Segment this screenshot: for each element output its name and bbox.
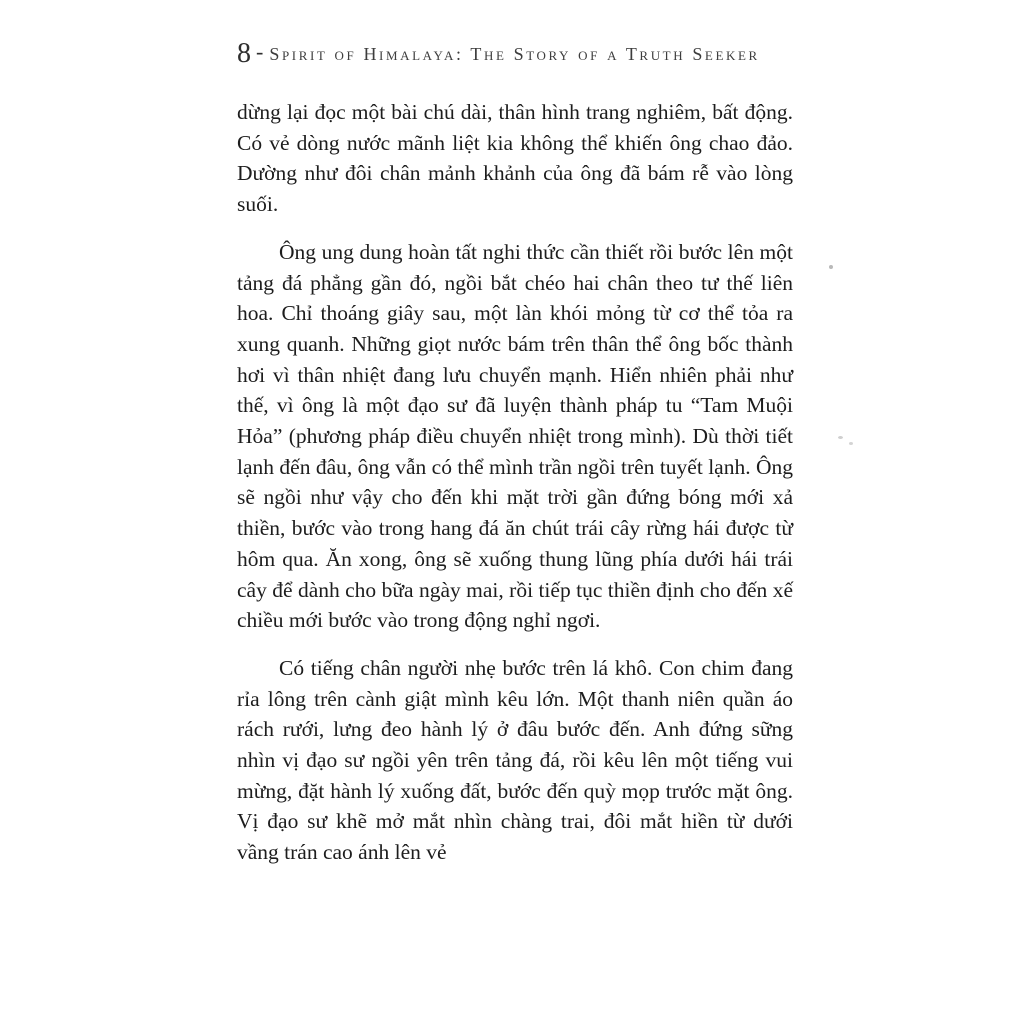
page-header [237, 38, 760, 70]
paragraph: Có tiếng chân người nhẹ bước trên lá khô. Con chim đang rỉa lông trên cành giật mình kêu lớn. Một thanh niên quần áo rách rưới, lưng đeo hành lý ở đâu bước đến. Anh đứng sững nhìn vị đạo sư ngồi yên trên tảng đá, rồi kêu lên một tiếng vui mừng, đặt hành lý xuống đất, bước đến quỳ mọp trước mặt ông. Vị đạo sư khẽ mở mắt nhìn chàng trai, đôi mắt hiền từ dưới vầng trán cao ánh lên vẻ [237, 655, 793, 865]
paragraph-continuation: dừng lại đọc một bài chú dài, thân hình trang nghiêm, bất động. Có vẻ dòng nước mãnh liệt kia không thể khiến ông chao đảo. Dường như đôi chân mảnh khảnh của ông đã bám rễ vào lòng suối. [237, 100, 793, 217]
header-separator: - [256, 39, 264, 64]
page-number: 8 [237, 38, 252, 69]
scan-speck [849, 442, 853, 445]
page-body [237, 97, 793, 885]
scan-speck [829, 265, 833, 269]
scan-speck [838, 436, 843, 439]
paragraph: Ông ung dung hoàn tất nghi thức cần thiết rồi bước lên một tảng đá phẳng gần đó, ngồi bắt chéo hai chân theo tư thế liên hoa. Chỉ thoáng giây sau, một làn khói mỏng từ cơ thể tỏa ra xung quanh. Những giọt nước bám trên thân thể ông bốc thành hơi vì thân nhiệt đang lưu chuyển mạnh. Hiển nhiên phải như thế, vì ông là một đạo sư đã luyện thành pháp tu “Tam Muội Hỏa” (phương pháp điều chuyển nhiệt trong mình). Dù thời tiết lạnh đến đâu, ông vẫn có thể mình trần ngồi trên tuyết lạnh. Ông sẽ ngồi như vậy cho đến khi mặt trời gần đứng bóng mới xả thiền, bước vào trong hang đá ăn chút trái cây rừng hái được từ hôm qua. Ăn xong, ông sẽ xuống thung lũng phía dưới hái trái cây để dành cho bữa ngày mai, rồi tiếp tục thiền định cho đến xế chiều mới bước vào trong động nghỉ ngơi. [237, 239, 793, 633]
book-title: Spirit of Himalaya: The Story of a Truth Seeker [269, 44, 760, 64]
